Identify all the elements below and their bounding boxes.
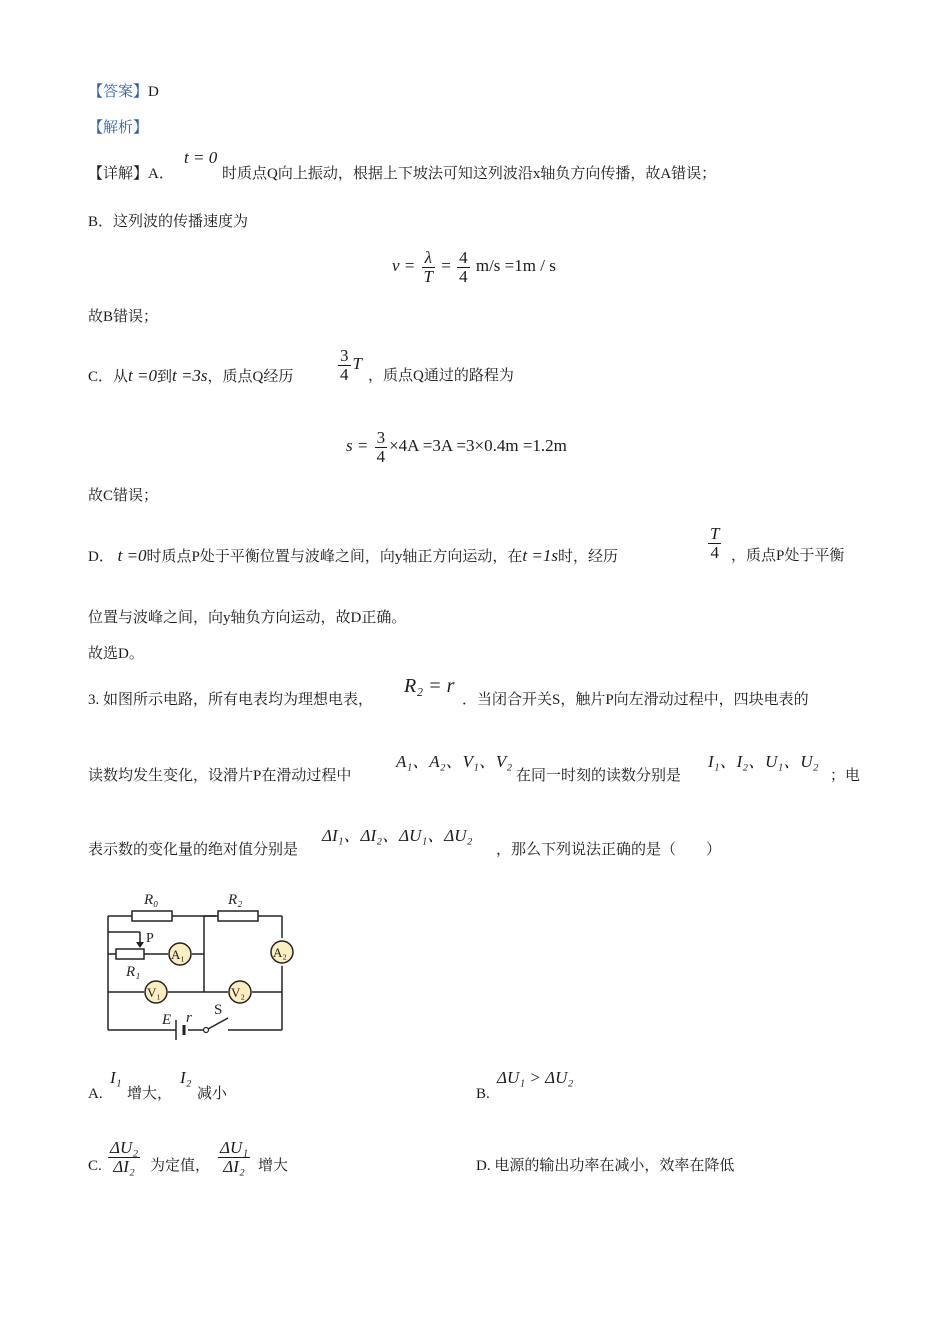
option-d-label: D.: [476, 1158, 491, 1174]
q3-line2b: 在同一时刻的读数分别是: [516, 768, 682, 784]
d-prefix: D．: [88, 549, 114, 565]
q3-meters-text: A₁、A₂、V₁、V₂: [396, 752, 513, 771]
q3-readings: [708, 752, 819, 772]
c-line: [88, 366, 293, 387]
c-text2: ，质点Q经历: [207, 369, 294, 385]
c-formula-num: 3: [376, 427, 386, 447]
option-a-i2: [180, 1068, 192, 1088]
option-a-label: A.: [88, 1086, 103, 1102]
label-p: P: [146, 931, 154, 946]
c-text1: C．从: [88, 369, 129, 385]
b-eq: =: [441, 256, 451, 275]
c-to: 到: [156, 369, 172, 385]
analysis-label: 【解析】: [88, 120, 149, 136]
a-math-text: t = 0: [184, 148, 218, 167]
option-a-i1: [110, 1068, 122, 1088]
c-opt-frac1-den: ΔI₂: [113, 1156, 135, 1176]
d-frac-num: T: [710, 523, 720, 543]
q3-r2-math: R₂ = r: [404, 675, 455, 697]
option-a-i2-text: I₂: [180, 1068, 192, 1087]
option-b[interactable]: [476, 1084, 490, 1104]
b-formula: [392, 244, 556, 288]
label-r0: R₀: [144, 892, 159, 908]
c-opt-frac2: [218, 1139, 250, 1176]
label-a1: A₁: [171, 947, 185, 962]
c-opt-frac1: [108, 1139, 140, 1176]
c-rhs: ×4A =3A =3×0.4m =1.2m: [389, 436, 567, 455]
option-a-t1: 增大，: [127, 1086, 173, 1102]
label-v1: V₁: [147, 985, 161, 1000]
resistor-r0: [132, 911, 172, 921]
c-frac: [338, 347, 351, 384]
label-v2: V₂: [231, 985, 245, 1000]
b-lhs: v =: [392, 256, 416, 275]
c-t3: t =3s: [171, 366, 208, 385]
option-c[interactable]: [88, 1156, 102, 1176]
answer-value: D: [148, 84, 159, 100]
q3-deltas: [322, 826, 472, 846]
b-frac2-num: 4: [459, 247, 468, 267]
label-e: E: [162, 1012, 172, 1028]
c-frac-3-4T: [336, 342, 362, 386]
label-r1: R₁: [126, 964, 141, 980]
c-t0: t =0: [128, 366, 157, 385]
switch-lever: [208, 1018, 228, 1029]
d-line1: [88, 546, 618, 567]
option-c-frac2: [216, 1134, 252, 1178]
option-a-i1-text: I₁: [110, 1068, 122, 1087]
label-a2: A₂: [273, 945, 287, 960]
c-formula: [346, 424, 567, 468]
c-frac-num: 3: [340, 345, 349, 365]
q3-line3a: 表示数的变化量的绝对值分别是: [88, 842, 299, 858]
label-r: r: [186, 1010, 192, 1026]
d-text3: ，质点P处于平衡: [731, 548, 845, 564]
q3-line1b: ．当闭合开关S，触片P向左滑动过程中，四块电表的: [462, 692, 809, 708]
switch-pivot: [204, 1028, 209, 1033]
d-frac-den: 4: [710, 542, 719, 562]
b-frac1-num: λ: [422, 249, 435, 268]
q3-meters: [396, 752, 512, 772]
option-c-label: C.: [88, 1158, 102, 1174]
option-b-label: B.: [476, 1086, 490, 1102]
a-text: 时质点Q向上振动，根据上下坡法可知这列波沿x轴负方向传播，故A错误；: [222, 166, 717, 182]
c-formula-den: 4: [376, 446, 386, 466]
b-intro: B．这列波的传播速度为: [88, 214, 249, 230]
c-frac-T: T: [352, 354, 362, 373]
option-d-text: 电源的输出功率在减小，效率在降低: [494, 1158, 735, 1174]
option-c-t2: 增大: [258, 1158, 289, 1174]
c-opt-frac2-num: ΔU₁: [220, 1137, 249, 1157]
option-b-expr-text: ΔU₁ > ΔU₂: [497, 1068, 574, 1087]
q3-readings-text: I₁、I₂、U₁、U₂: [708, 752, 819, 771]
choose-line: 故选D。: [88, 646, 144, 662]
label-r2: R₂: [228, 892, 243, 908]
q3-deltas-text: ΔI₁、ΔI₂、ΔU₁、ΔU₂: [322, 826, 473, 845]
detail-label: 【详解】: [88, 166, 149, 182]
d-frac-T4: [708, 525, 721, 562]
d-frac: [706, 520, 723, 564]
option-c-frac1: [106, 1134, 142, 1178]
b-frac1: [422, 249, 435, 286]
resistor-r2: [218, 911, 258, 921]
c-opt-frac2-den: ΔI₂: [223, 1156, 245, 1176]
answer-label: 【答案】: [88, 84, 149, 100]
d-t0: t =0: [117, 546, 147, 565]
c-formula-frac: [375, 429, 388, 466]
b-frac1-den: T: [423, 266, 433, 286]
option-d[interactable]: [476, 1156, 734, 1176]
d-text2: 时，经历: [557, 549, 618, 565]
q3-line2c: ；电: [830, 768, 861, 784]
c-text3: ，质点Q通过的路程为: [368, 368, 514, 384]
detail-a-line: [88, 164, 174, 184]
b-frac2-den: 4: [459, 266, 468, 286]
a-math-t0: [184, 148, 217, 168]
answer-line: [88, 82, 159, 102]
c-opt-frac1-num: ΔU₂: [110, 1137, 139, 1157]
option-a-prefix: A．: [148, 166, 174, 182]
b-conclusion: 故B错误；: [88, 309, 159, 325]
q3-line3b: ，那么下列说法正确的是（ ）: [496, 842, 722, 858]
resistor-r1: [116, 949, 144, 959]
b-rhs: m/s =1m / s: [475, 256, 556, 275]
c-conclusion: 故C错误；: [88, 488, 159, 504]
option-b-expr: [497, 1068, 573, 1088]
q3-r2-eq-r: [404, 676, 454, 696]
option-a-t2: 减小: [197, 1086, 228, 1102]
c-lhs: s =: [346, 436, 369, 455]
q3-line2a: 读数均发生变化，设滑片P在滑动过程中: [88, 768, 352, 784]
option-c-t1: 为定值，: [150, 1158, 211, 1174]
circuit-diagram: [96, 880, 306, 1040]
d-text4: 位置与波峰之间，向y轴负方向运动，故D正确。: [88, 610, 407, 626]
option-a[interactable]: [88, 1084, 103, 1104]
d-t1: t =1s: [522, 546, 558, 565]
c-frac-den: 4: [340, 364, 349, 384]
q3-line1a: 3. 如图所示电路，所有电表均为理想电表，: [88, 692, 374, 708]
label-s: S: [214, 1002, 223, 1018]
b-frac2: [457, 249, 470, 286]
d-text1: 时质点P处于平衡位置与波峰之间，向y轴正方向运动，在: [146, 549, 523, 565]
